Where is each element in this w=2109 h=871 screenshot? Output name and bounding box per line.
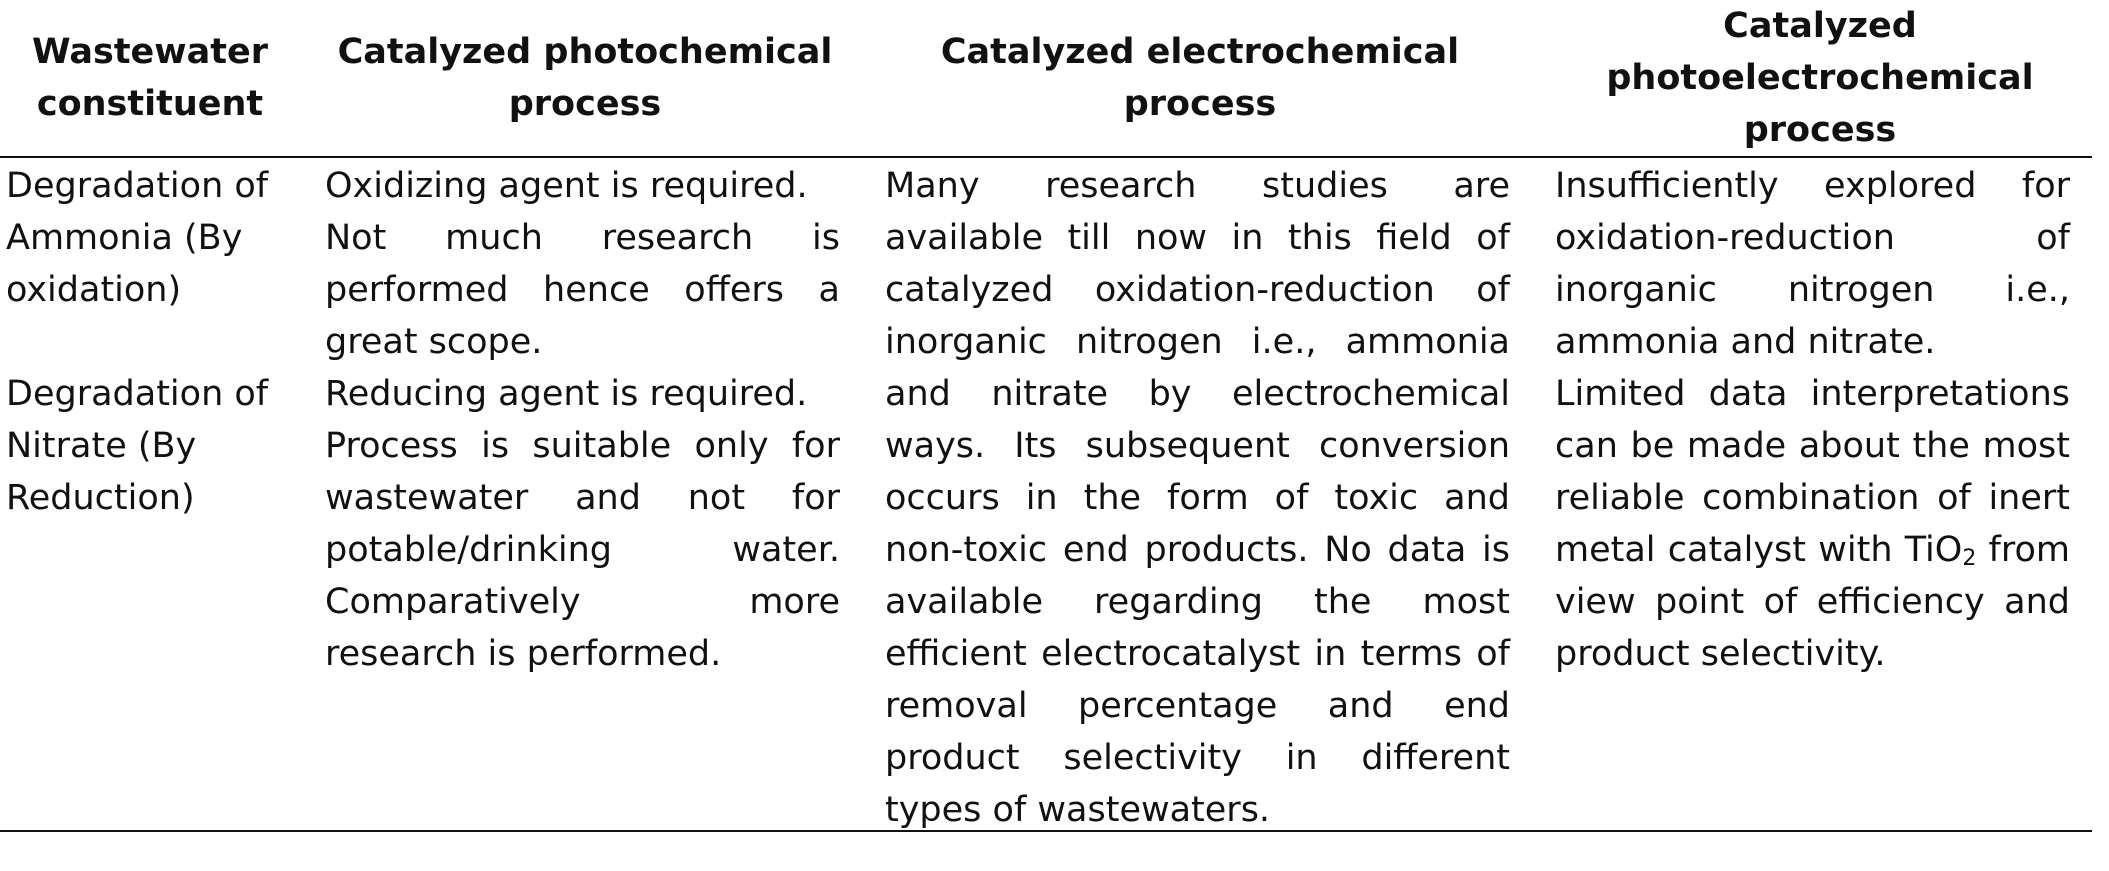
- header-line: constituent: [36, 84, 264, 124]
- header-wastewater-constituent: [0, 0, 300, 156]
- tio2-subscript: 2: [1962, 546, 1977, 571]
- constituent-ammonia: [6, 160, 306, 316]
- constituent-line: Reduction): [6, 478, 195, 518]
- header-rule: [0, 156, 2092, 158]
- constituent-line: Degradation of: [6, 166, 269, 206]
- header-line: process: [1123, 84, 1277, 124]
- header-line: Catalyzed photochemical: [337, 32, 833, 72]
- photochemical-nitrate-note: Process is suitable only for wastewater and not for potable/drinking water. Comparatively more research is performed.: [325, 426, 840, 674]
- photoelectrochemical-nitrate-note: [1555, 368, 2070, 680]
- constituent-nitrate: [6, 368, 306, 524]
- photoelectrochemical-ammonia: [1555, 160, 2070, 368]
- header-electrochemical: [885, 0, 1515, 156]
- header-photochemical: [320, 0, 850, 156]
- photochemical-ammonia-agent: Oxidizing agent is required.: [325, 166, 808, 206]
- table-header: [0, 0, 2092, 156]
- electrochemical-description: Many research studies are available till now in this field of catalyzed oxidation-reduction of inorganic nitrogen i.e., ammonia and nitrate by electrochemical ways. Its subsequent conversion occurs in the form of toxic and non-toxic end products. No data is available regarding the most efficient electrocatalyst in terms of removal percentage and end product selectivity in different types of wastewaters.: [885, 166, 1510, 830]
- constituent-line: Nitrate (By: [6, 426, 197, 466]
- photoelectrochemical-ammonia-note: Insufficiently explored for oxidation-reduction of inorganic nitrogen i.e., ammonia and nitrate.: [1555, 166, 2070, 362]
- header-line: Catalyzed: [1723, 6, 1917, 46]
- photochemical-nitrate: [325, 368, 840, 680]
- header-line: photoelectrochemical: [1606, 58, 2034, 98]
- constituent-line: Ammonia (By: [6, 218, 243, 258]
- header-line: Catalyzed electrochemical: [940, 32, 1460, 72]
- bottom-rule: [0, 830, 2092, 832]
- photochemical-ammonia-note: Not much research is performed hence offers a great scope.: [325, 218, 840, 362]
- header-line: Wastewater: [32, 32, 268, 72]
- header-line: process: [1743, 110, 1897, 150]
- header-line: process: [508, 84, 662, 124]
- constituent-line: Degradation of: [6, 374, 269, 414]
- header-photoelectrochemical: [1550, 0, 2090, 156]
- photochemical-ammonia: [325, 160, 840, 368]
- tio2-text-before: Limited data interpretations can be made about the most reliable combination of inert metal catalyst with TiO: [1555, 374, 2070, 570]
- constituent-line: oxidation): [6, 270, 182, 310]
- photochemical-nitrate-agent: Reducing agent is required.: [325, 374, 808, 414]
- tio2-text-after: from view point of efficiency and product selectivity.: [1555, 530, 2070, 674]
- photoelectrochemical-nitrate: [1555, 368, 2070, 680]
